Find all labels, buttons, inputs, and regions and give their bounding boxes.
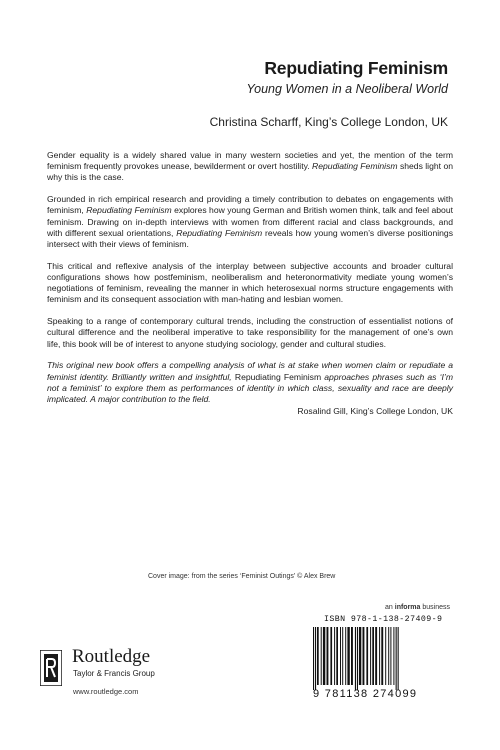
quote-text: approaches phrases such as ‘I’m not a feminist’ to explore them as performances of identity in which class, sexuality and race are deeply implicated. A major contribution to the field.	[47, 371, 453, 405]
barcode-icon	[303, 627, 453, 691]
barcode-bar	[340, 627, 341, 685]
publisher-group: Taylor & Francis Group	[73, 669, 155, 678]
barcode-bar	[385, 627, 386, 685]
blurb-text: reveals how young women’s diverse positionings intersect with their views of feminism.	[47, 227, 454, 250]
title-block	[210, 58, 448, 129]
isbn-label: ISBN 978-1-138-27409-9	[324, 615, 443, 624]
barcode-bar	[390, 627, 391, 685]
barcode-bar	[330, 627, 332, 685]
blurb-paragraph	[47, 150, 453, 184]
barcode-bar	[345, 627, 346, 685]
cover-image-credit: Cover image: from the series ‘Feminist Outings’ © Alex Brew	[148, 573, 336, 580]
barcode-bar	[359, 627, 361, 685]
blurb-text: sheds light on why this is the case.	[47, 161, 454, 183]
publisher-name: Routledge	[72, 646, 151, 667]
barcode-bar	[393, 627, 394, 685]
barcode-bar	[336, 627, 338, 685]
barcode-bar	[363, 627, 365, 685]
quote-text: This original new book offers a compelling analysis of what is at stake when women claim or repudiate a feminist identity. Brilliantly written and insightful,	[47, 360, 453, 382]
barcode-bar	[323, 627, 325, 685]
blurb	[47, 150, 453, 417]
title-reference: Repudiating Feminism	[234, 371, 322, 382]
blurb-paragraph	[47, 194, 453, 250]
title-reference: Repudiating Feminism	[86, 205, 172, 216]
book-subtitle: Young Women in a Neoliberal World	[246, 82, 448, 96]
barcode-bar	[351, 627, 353, 685]
barcode-bar	[372, 627, 374, 685]
barcode-bar	[375, 627, 377, 685]
barcode-guard-bar	[313, 627, 314, 690]
barcode-bar	[317, 627, 319, 685]
barcode-guard-bar	[315, 627, 316, 690]
informa-prefix: an	[385, 604, 395, 611]
endorsement-quote	[47, 360, 453, 405]
title-reference: Repudiating Feminism	[312, 161, 398, 172]
endorsement-attribution: Rosalind Gill, King’s College London, UK	[297, 406, 453, 417]
barcode-bar	[381, 627, 383, 685]
blurb-text: explores how young German and British women think, talk and feel about feminism. Drawing on in-depth interviews with women from different racial and class backgrounds, and with different sexual orientations,	[47, 205, 453, 238]
blurb-paragraph: This critical and reflexive analysis of the interplay between subjective accounts and broader cultural configurations shows how postfeminism, neoliberalism and heteronormativity mediate young women’s negotiations of feminism, revealing the manner in which heterosexual norms structure engagements with feminism and its consequent association with man-hating and lesbian women.	[47, 260, 453, 305]
blurb-paragraph: Speaking to a range of contemporary cultural trends, including the construction of essentialist notions of cultural difference and the neoliberal imperative to take responsibility for the management of one’s own life, this book will be of interest to anyone studying sociology, gender and cultural studies.	[47, 316, 453, 349]
informa-suffix: business	[420, 604, 450, 611]
barcode-guard-bar	[396, 627, 397, 690]
barcode-bar	[366, 627, 368, 685]
barcode-bar	[334, 627, 335, 685]
routledge-logo-icon	[40, 650, 62, 686]
author-line: Christina Scharff, King’s College London, UK	[209, 115, 448, 129]
barcode-digits: 9 781138 274099	[313, 688, 418, 700]
barcode-guard-bar	[355, 627, 356, 690]
barcode-guard-bar	[357, 627, 358, 690]
blurb-text: Grounded in rich empirical research and providing a timely contribution to debates on engagements with feminism,	[47, 194, 453, 216]
informa-brand: informa	[394, 604, 421, 611]
title-reference: Repudiating Feminism	[176, 227, 263, 238]
barcode-bar	[327, 627, 329, 685]
barcode-bar	[347, 627, 349, 685]
informa-business-tag	[385, 604, 450, 611]
blurb-text: Gender equality is a widely shared value in many western societies and yet, the mention of the term feminism frequently provokes unease, bewilderment or overt hostility.	[47, 150, 453, 172]
barcode-bar	[370, 627, 371, 685]
barcode-bar	[379, 627, 380, 685]
book-title: Repudiating Feminism	[264, 58, 448, 78]
barcode-guard-bar	[398, 627, 399, 690]
barcode-bar	[388, 627, 389, 685]
publisher-url: www.routledge.com	[73, 687, 139, 696]
barcode-bar	[321, 627, 322, 685]
barcode-bar	[342, 627, 343, 685]
isbn-barcode	[303, 615, 453, 704]
